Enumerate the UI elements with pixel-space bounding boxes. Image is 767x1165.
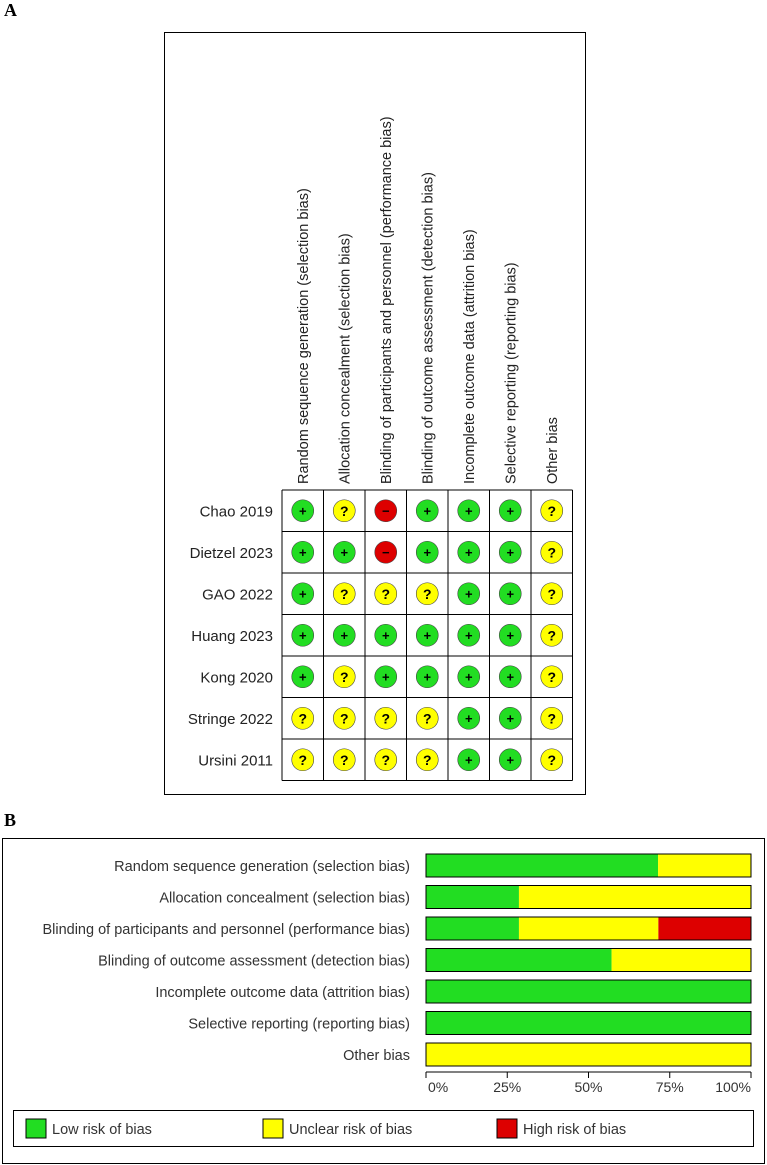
- study-label-stringe-2022: Stringe 2022: [187, 710, 273, 728]
- x-tick-label: 0%: [428, 1079, 449, 1095]
- domain-header-random-sequence-generation-selection-bias: Random sequence generation (selection bias): [295, 188, 312, 484]
- rating-symbol-low: +: [423, 669, 432, 685]
- rating-symbol-low: +: [506, 503, 515, 519]
- rating-symbol-high: −: [381, 503, 390, 519]
- rating-symbol-low: +: [464, 544, 473, 560]
- rating-symbol-low: +: [340, 544, 349, 560]
- panel-a-label: A: [4, 0, 17, 20]
- rating-symbol-low: +: [464, 752, 473, 768]
- legend-label-high-risk-of-bias: High risk of bias: [523, 1122, 627, 1138]
- rating-symbol-unclear: ?: [339, 668, 349, 685]
- rating-symbol-unclear: ?: [298, 710, 308, 727]
- legend-label-unclear-risk-of-bias: Unclear risk of bias: [289, 1122, 413, 1138]
- rating-symbol-unclear: ?: [547, 627, 557, 644]
- rating-symbol-low: +: [464, 710, 473, 726]
- risk-of-bias-graph-chart: [0, 810, 767, 1165]
- legend-swatch-unclear-risk-of-bias: [263, 1119, 283, 1138]
- rating-symbol-low: +: [423, 544, 432, 560]
- rating-symbol-unclear: ?: [547, 585, 557, 602]
- rating-symbol-low: +: [423, 627, 432, 643]
- rating-symbol-low: +: [298, 627, 307, 643]
- panel-b-label: B: [4, 810, 17, 830]
- domain-header-selective-reporting-reporting-bias: Selective reporting (reporting bias): [503, 262, 520, 484]
- rating-symbol-unclear: ?: [339, 710, 349, 727]
- rating-symbol-low: +: [506, 544, 515, 560]
- rating-symbol-low: +: [381, 669, 390, 685]
- study-label-ursini-2011: Ursini 2011: [198, 752, 273, 770]
- rating-symbol-low: +: [298, 503, 307, 519]
- rating-symbol-unclear: ?: [547, 751, 557, 768]
- rating-symbol-low: +: [506, 710, 515, 726]
- category-label-blinding-of-participants-and-personnel-performance-bias: Blinding of participants and personnel (performance bias): [42, 922, 410, 938]
- bar-unclear-risk-of-bias: [519, 886, 751, 909]
- x-tick-label: 75%: [655, 1079, 684, 1095]
- domain-header-blinding-of-participants-and-personnel-performance-bias: Blinding of participants and personnel (performance bias): [378, 116, 395, 484]
- rating-symbol-unclear: ?: [298, 751, 308, 768]
- bar-unclear-risk-of-bias: [612, 949, 751, 972]
- rating-symbol-unclear: ?: [381, 585, 391, 602]
- category-label-blinding-of-outcome-assessment-detection-bias: Blinding of outcome assessment (detection bias): [98, 953, 410, 970]
- rating-symbol-unclear: ?: [339, 502, 349, 519]
- rating-symbol-low: +: [340, 627, 349, 643]
- study-label-huang-2023: Huang 2023: [191, 627, 273, 645]
- rating-symbol-low: +: [464, 503, 473, 519]
- rating-symbol-low: +: [506, 752, 515, 768]
- x-tick-label: 25%: [493, 1079, 522, 1095]
- rating-symbol-low: +: [464, 586, 473, 602]
- bar-unclear-risk-of-bias: [426, 1043, 751, 1066]
- rating-symbol-unclear: ?: [381, 751, 391, 768]
- bar-high-risk-of-bias: [658, 917, 751, 940]
- rating-symbol-unclear: ?: [339, 585, 349, 602]
- bar-low-risk-of-bias: [426, 886, 519, 909]
- rating-symbol-unclear: ?: [422, 710, 432, 727]
- rating-symbol-unclear: ?: [422, 751, 432, 768]
- rating-symbol-high: −: [381, 544, 390, 560]
- domain-header-blinding-of-outcome-assessment-detection-bias: Blinding of outcome assessment (detection bias): [420, 172, 437, 484]
- rating-symbol-low: +: [506, 669, 515, 685]
- rating-symbol-low: +: [381, 627, 390, 643]
- domain-header-other-bias: Other bias: [544, 417, 561, 484]
- category-label-incomplete-outcome-data-attrition-bias: Incomplete outcome data (attrition bias): [155, 985, 410, 1001]
- domain-header-allocation-concealment-selection-bias: Allocation concealment (selection bias): [337, 233, 354, 484]
- domain-header-incomplete-outcome-data-attrition-bias: Incomplete outcome data (attrition bias): [461, 229, 478, 484]
- rating-symbol-low: +: [506, 586, 515, 602]
- bar-low-risk-of-bias: [426, 980, 751, 1003]
- study-label-gao-2022: GAO 2022: [202, 586, 273, 604]
- study-label-chao-2019: Chao 2019: [199, 503, 273, 521]
- legend-swatch-high-risk-of-bias: [497, 1119, 517, 1138]
- category-label-allocation-concealment-selection-bias: Allocation concealment (selection bias): [159, 890, 410, 907]
- study-label-kong-2020: Kong 2020: [200, 669, 273, 687]
- rating-symbol-low: +: [298, 669, 307, 685]
- rating-symbol-unclear: ?: [547, 710, 557, 727]
- rating-symbol-low: +: [464, 627, 473, 643]
- rating-symbol-low: +: [298, 544, 307, 560]
- x-tick-label: 50%: [574, 1079, 603, 1095]
- bar-low-risk-of-bias: [426, 917, 519, 940]
- rating-symbol-low: +: [464, 669, 473, 685]
- bar-unclear-risk-of-bias: [519, 917, 658, 940]
- category-label-selective-reporting-reporting-bias: Selective reporting (reporting bias): [188, 1016, 410, 1033]
- rating-symbol-unclear: ?: [547, 544, 557, 561]
- study-label-dietzel-2023: Dietzel 2023: [189, 544, 273, 562]
- bar-unclear-risk-of-bias: [658, 854, 751, 877]
- bar-low-risk-of-bias: [426, 1012, 751, 1035]
- rating-symbol-low: +: [298, 586, 307, 602]
- legend-label-low-risk-of-bias: Low risk of bias: [52, 1122, 152, 1138]
- rating-symbol-unclear: ?: [422, 585, 432, 602]
- category-label-other-bias: Other bias: [343, 1048, 410, 1064]
- category-label-random-sequence-generation-selection-bias: Random sequence generation (selection bias): [114, 859, 410, 875]
- rating-symbol-low: +: [506, 627, 515, 643]
- rating-symbol-unclear: ?: [381, 710, 391, 727]
- rating-symbol-unclear: ?: [339, 751, 349, 768]
- rating-symbol-unclear: ?: [547, 668, 557, 685]
- rating-symbol-unclear: ?: [547, 502, 557, 519]
- bar-low-risk-of-bias: [426, 949, 612, 972]
- x-tick-label: 100%: [715, 1079, 751, 1095]
- bar-low-risk-of-bias: [426, 854, 658, 877]
- rating-symbol-low: +: [423, 503, 432, 519]
- legend-swatch-low-risk-of-bias: [26, 1119, 46, 1138]
